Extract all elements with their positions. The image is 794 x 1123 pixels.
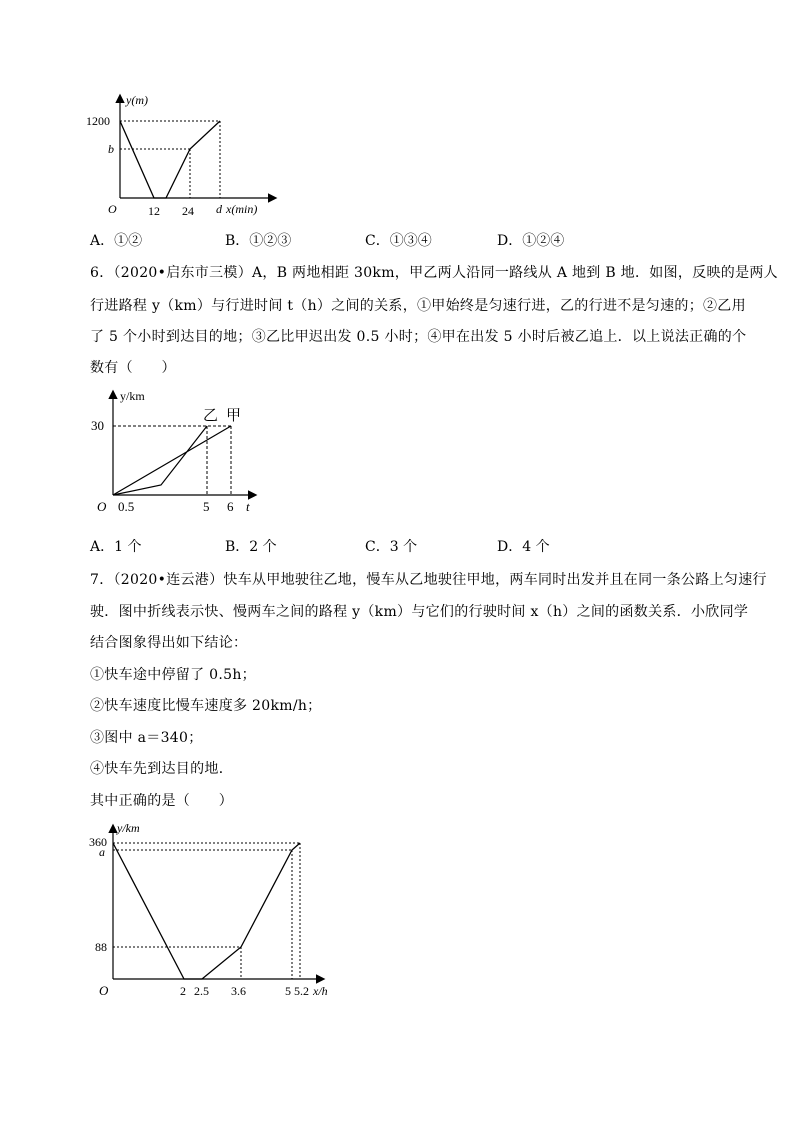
series-yi-line — [113, 426, 207, 495]
q6-option-c[interactable]: C．3 个 — [365, 539, 418, 555]
graph-polyline — [120, 121, 220, 198]
y-tick-30: 30 — [91, 418, 104, 433]
q7-text-line-3: 结合图象得出如下结论： — [90, 635, 248, 651]
x-tick-6: 6 — [227, 499, 234, 514]
q6-option-a[interactable]: A．1 个 — [90, 539, 142, 555]
q5-option-d[interactable]: D．①②④ — [497, 233, 565, 249]
q7-text-line-2: 驶．图中折线表示快、慢两车之间的路程 y（km）与它们的行驶时间 x（h）之间的函数关系．小欣同学 — [90, 604, 749, 620]
q6-text-line-3: 了 5 个小时到达目的地；③乙比甲迟出发 0.5 小时；④甲在出发 5 小时后被乙追上．以上说法正确的个 — [90, 329, 747, 345]
q6-text-line-4: 数有（ ） — [90, 360, 176, 376]
x-tick-2: 2 — [180, 984, 186, 998]
x-axis-label: x/h — [313, 984, 328, 998]
y-axis-label: y(m) — [126, 93, 148, 107]
series-yi-label: 乙 — [203, 408, 219, 424]
x-axis-label: x(min) — [226, 202, 258, 216]
figure-q7-graph — [85, 818, 345, 1003]
q5-option-a[interactable]: A．①② — [90, 233, 143, 249]
q5-option-c[interactable]: C．①③④ — [365, 233, 432, 249]
origin-label: O — [99, 983, 109, 998]
x-tick-5-2: 5.2 — [294, 984, 309, 998]
x-axis-label: t — [246, 499, 250, 514]
series-jia-label: 甲 — [226, 408, 242, 424]
y-tick-b: b — [108, 142, 114, 156]
figure-distance-time-graph-1 — [80, 88, 280, 218]
figure-q6-graph — [85, 384, 270, 519]
q6-option-b[interactable]: B．2 个 — [225, 539, 277, 555]
x-tick-5: 5 — [285, 984, 291, 998]
y-tick-360: 360 — [89, 835, 107, 849]
q6-text-line-2: 行进路程 y（km）与行进时间 t（h）之间的关系，①甲始终是匀速行进，乙的行进不是匀速的；②乙用 — [90, 298, 746, 314]
y-axis-label: y/km — [120, 389, 145, 403]
x-tick-3-6: 3.6 — [231, 984, 246, 998]
series-jia-line — [113, 426, 231, 495]
x-tick-0-5: 0.5 — [118, 499, 135, 514]
origin-label: O — [108, 202, 117, 216]
q6-option-d[interactable]: D．4 个 — [497, 539, 550, 555]
origin-label: O — [97, 499, 107, 514]
x-tick-5: 5 — [203, 499, 210, 514]
x-tick-d: d — [216, 202, 222, 216]
q7-conclusion-4: ④快车先到达目的地． — [90, 761, 233, 777]
q7-text-line-1: 7．（2020•连云港）快车从甲地驶往乙地，慢车从乙地驶往甲地，两车同时出发并且在同一条公路上匀速行 — [90, 572, 767, 588]
q6-text-line-1: 6．（2020•启东市三模）A，B 两地相距 30km，甲乙两人沿同一路线从 A 地到 B 地．如图，反映的是两人 — [90, 265, 778, 281]
y-axis-label: y/km — [117, 821, 140, 835]
q7-question-prompt: 其中正确的是（ ） — [90, 793, 233, 809]
x-tick-12: 12 — [148, 204, 160, 218]
y-tick-88: 88 — [95, 940, 107, 954]
q7-conclusion-2: ②快车速度比慢车速度多 20km/h； — [90, 698, 322, 714]
q5-option-b[interactable]: B．①②③ — [225, 233, 292, 249]
q7-conclusion-3: ③图中 a＝340； — [90, 730, 203, 746]
q7-conclusion-1: ①快车途中停留了 0.5h； — [90, 667, 256, 683]
y-tick-a: a — [99, 845, 105, 859]
graph-polyline — [113, 843, 300, 979]
x-tick-2-5: 2.5 — [194, 984, 209, 998]
y-tick-1200: 1200 — [86, 114, 110, 128]
x-tick-24: 24 — [182, 204, 194, 218]
